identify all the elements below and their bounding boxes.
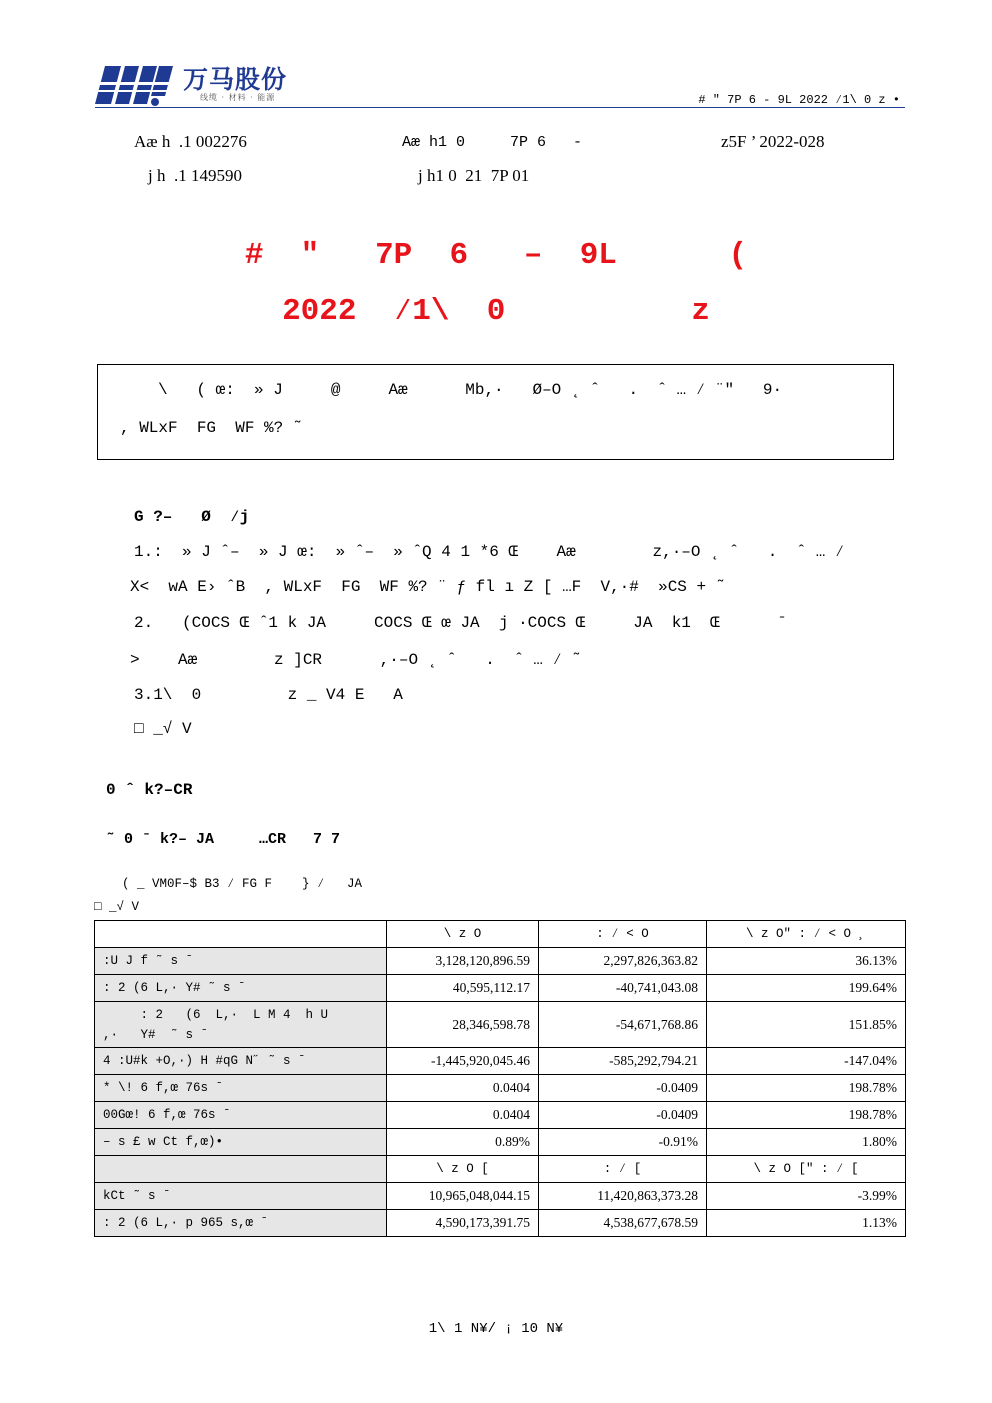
notice-item-3-checkbox: □ _√ V: [134, 720, 192, 738]
table-header-cell: \ z O [" : ⁄ [: [707, 1156, 906, 1183]
period-end-value: 4,590,173,391.75: [387, 1210, 539, 1237]
current-period-value: 3,128,120,896.59: [387, 948, 539, 975]
subsection-heading: ˜ 0 ˉ k?– JA …CR 7 7: [106, 831, 341, 848]
table-row: [95, 1129, 906, 1156]
key-financial-data-table: [94, 920, 906, 1237]
prior-period-value: -40,741,043.08: [539, 975, 707, 1002]
row-label: kCt ˜ s ˉ: [95, 1183, 387, 1210]
current-period-value: -1,445,920,045.46: [387, 1048, 539, 1075]
current-period-value: 0.0404: [387, 1075, 539, 1102]
row-label: [95, 1002, 387, 1048]
prior-year-end-value: 4,538,677,678.59: [539, 1210, 707, 1237]
statement-line-1: \ ( œ: » J @ Aæ Mb,· Ø–O ˛ ˆ . ˆ … ⁄ ¨" 9·: [158, 381, 783, 399]
statement-line-2: , WLxF FG WF %? ˜: [120, 419, 303, 437]
notice-item-1: 1.: » J ˆ– » J œ: » ˆ– » ˆQ 4 1 *6 Œ Aæ z,·–O ˛ ˆ . ˆ … ⁄: [134, 543, 845, 561]
change-percent: -3.99%: [707, 1183, 906, 1210]
change-percent: 36.13%: [707, 948, 906, 975]
notice-item-1-continued: X< wA E› ˆB , WLxF FG WF %? ¨ ƒ fl ı Z [ …F V,·# »CS + ˜: [130, 578, 726, 596]
row-label: :U J f ˜ s ˉ: [95, 948, 387, 975]
bond-code: j h .1 149590: [148, 166, 242, 185]
table-row: [95, 975, 906, 1002]
header-divider: [95, 107, 905, 108]
logo-mark-icon: [95, 62, 177, 108]
table-row: [95, 1210, 906, 1237]
board-statement-box: [97, 364, 894, 460]
report-title-line2: 2022 ⁄1\ 0 z: [282, 294, 710, 329]
logo-slogan: 线缆 · 材料 · 能源: [200, 93, 276, 102]
table-row: [95, 1002, 906, 1048]
bond-name: j h1 0 21 7P 01: [418, 166, 530, 185]
change-percent: 1.80%: [707, 1129, 906, 1156]
table-header-cell: \ z O" : ⁄ < O ¸: [707, 921, 906, 948]
prior-period-value: -54,671,768.86: [539, 1002, 707, 1048]
change-percent: 151.85%: [707, 1002, 906, 1048]
prior-period-value: -585,292,794.21: [539, 1048, 707, 1075]
notice-item-2: 2. (COCS Œ ˆ1 k JA COCS Œ œ JA j ·COCS Œ JA k1 Œ ˉ: [134, 614, 787, 632]
table-header-cell: [95, 1156, 387, 1183]
current-period-value: 40,595,112.17: [387, 975, 539, 1002]
row-label: * \! 6 f,œ 76s ˉ: [95, 1075, 387, 1102]
change-percent: 198.78%: [707, 1075, 906, 1102]
current-period-value: 0.0404: [387, 1102, 539, 1129]
table-header-cell: [95, 921, 387, 948]
row-label: 4 :U#k +O,·) H #qG N˝ ˜ s ˉ: [95, 1048, 387, 1075]
company-logo: [95, 62, 320, 108]
change-percent: 1.13%: [707, 1210, 906, 1237]
prior-year-end-value: 11,420,863,373.28: [539, 1183, 707, 1210]
notice-item-2-continued: > Aæ z ]CR ,·–O ˛ ˆ . ˆ … ⁄ ˜: [130, 651, 582, 669]
important-notice-heading: G ?– Ø ⁄j: [134, 508, 250, 526]
row-label-text: : 2 (6 L,· L M 4 h U ,· Y# ˜ s ˉ: [103, 1007, 329, 1042]
row-label: : 2 (6 L,· Y# ˜ s ˉ: [95, 975, 387, 1002]
table-row: [95, 1048, 906, 1075]
report-title-line1: # " 7P 6 – 9L (: [244, 238, 748, 273]
header-document-title: # " 7P 6 - 9L 2022 ⁄1\ 0 z •: [698, 93, 900, 107]
change-percent: 199.64%: [707, 975, 906, 1002]
current-period-value: 0.89%: [387, 1129, 539, 1156]
page-number-footer: 1\ 1 N¥/ ¡ 10 N¥: [428, 1321, 564, 1337]
announcement-number: z5F ’ 2022-028: [721, 132, 825, 151]
period-end-value: 10,965,048,044.15: [387, 1183, 539, 1210]
row-label: : 2 (6 L,· p 965 s,œ ˉ: [95, 1210, 387, 1237]
logo-brand-text: 万马股份: [183, 65, 288, 94]
prior-period-value: -0.91%: [539, 1129, 707, 1156]
restatement-checkbox: □ _√ V: [94, 900, 140, 914]
table-row: [95, 1183, 906, 1210]
prior-period-value: -0.0409: [539, 1102, 707, 1129]
table-row: [95, 1075, 906, 1102]
table-header-cell: : ⁄ < O: [539, 921, 707, 948]
current-period-value: 28,346,598.78: [387, 1002, 539, 1048]
table-header-cell: \ z O: [387, 921, 539, 948]
table-row: [95, 1102, 906, 1129]
table-header-row: [95, 921, 906, 948]
change-percent: 198.78%: [707, 1102, 906, 1129]
stock-code-a: Aæ h .1 002276: [134, 132, 247, 151]
prior-period-value: -0.0409: [539, 1075, 707, 1102]
notice-item-3: 3.1\ 0 z _ V4 E A: [134, 686, 403, 704]
table-row: [95, 948, 906, 975]
stock-name-a: Aæ h1 0 7P 6 -: [402, 134, 583, 151]
restatement-note: ( _ VM0F–$ B3 ⁄ FG F } ⁄ JA: [122, 877, 363, 891]
table-header-cell: \ z O [: [387, 1156, 539, 1183]
section-heading: 0 ˆ k?–CR: [106, 781, 193, 799]
prior-period-value: 2,297,826,363.82: [539, 948, 707, 975]
row-label: 00Gœ! 6 f,œ 76s ˉ: [95, 1102, 387, 1129]
row-label: – s £ w Ct f,œ)•: [95, 1129, 387, 1156]
table-header-cell: : ⁄ [: [539, 1156, 707, 1183]
change-percent: -147.04%: [707, 1048, 906, 1075]
table-header-row: [95, 1156, 906, 1183]
